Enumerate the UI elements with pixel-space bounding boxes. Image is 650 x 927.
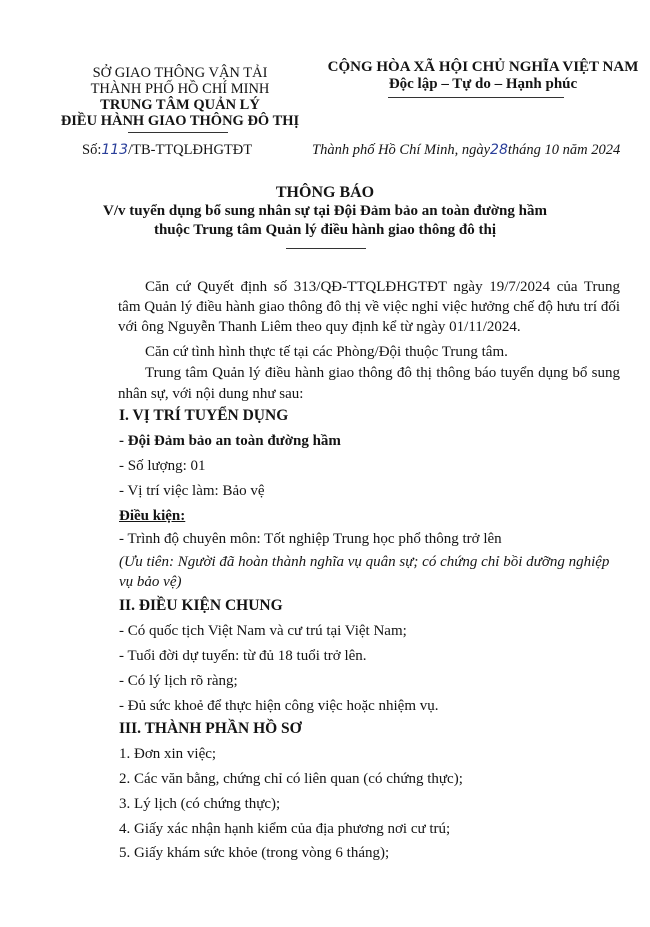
section2-item: - Đủ sức khoẻ để thực hiện công việc hoặc nhiệm vụ. <box>119 698 439 714</box>
org-parent-line2: THÀNH PHỐ HỒ CHÍ MINH <box>90 81 270 97</box>
document-number-suffix: /TB-TTQLĐHGTĐT <box>128 142 253 158</box>
title-underline <box>286 248 366 249</box>
org-underline <box>128 132 228 133</box>
section3-item: 1. Đơn xin việc; <box>119 746 217 762</box>
document-date-prefix: Thành phố Hồ Chí Minh, ngày <box>312 142 491 158</box>
section2-item: - Tuổi đời dự tuyển: từ đủ 18 tuổi trở lên. <box>119 648 367 664</box>
org-parent-line1: SỞ GIAO THÔNG VẬN TẢI <box>92 65 268 81</box>
section3-heading: III. THÀNH PHẦN HỒ SƠ <box>119 720 302 737</box>
nation-title: CỘNG HÒA XÃ HỘI CHỦ NGHĨA VIỆT NAM <box>327 59 639 75</box>
document-date-handwritten: 28 <box>490 142 508 158</box>
section1-position: - Vị trí việc làm: Bảo vệ <box>119 483 265 499</box>
document-date <box>312 142 620 159</box>
section1-education: - Trình độ chuyên môn: Tốt nghiệp Trung học phổ thông trở lên <box>119 531 502 547</box>
section3-item: 4. Giấy xác nhận hạnh kiểm của địa phương nơi cư trú; <box>119 821 451 837</box>
paragraph-legal-basis: Căn cứ Quyết định số 313/QĐ-TTQLĐHGTĐT ngày 19/7/2024 của Trung tâm Quản lý điều hành giao thông đô thị về việc nghỉ việc hưởng chế độ hưu trí đối với ông Nguyễn Thanh Liêm theo quy định kể từ ngày 01/11/2024. <box>118 279 620 335</box>
document-number-prefix: Số: <box>82 142 102 158</box>
section2-heading: II. ĐIỀU KIỆN CHUNG <box>119 597 283 614</box>
document-subject-line2: thuộc Trung tâm Quản lý điều hành giao thông đô thị <box>153 222 497 238</box>
paragraph-situation-basis: Căn cứ tình hình thực tế tại các Phòng/Đội thuộc Trung tâm. <box>145 344 508 360</box>
section2-item: - Có quốc tịch Việt Nam và cư trú tại Việt Nam; <box>119 623 407 639</box>
document-subject-line1: V/v tuyển dụng bổ sung nhân sự tại Đội Đảm bảo an toàn đường hầm <box>103 203 547 219</box>
document-title: THÔNG BÁO <box>275 184 375 201</box>
section1-unit: - Đội Đảm bảo an toàn đường hầm <box>119 433 341 449</box>
paragraph-announcement: Trung tâm Quản lý điều hành giao thông đô thị thông báo tuyển dụng bổ sung nhân sự, với nội dung như sau: <box>118 365 620 402</box>
section1-quantity: - Số lượng: 01 <box>119 458 206 474</box>
nation-motto: Độc lập – Tự do – Hạnh phúc <box>388 76 578 92</box>
document-number-handwritten: 113 <box>101 142 129 158</box>
section1-priority-note: (Ưu tiên: Người đã hoàn thành nghĩa vụ quân sự; có chứng chỉ bồi dưỡng nghiệp vụ bảo vệ) <box>119 554 610 590</box>
section1-conditions-label: Điều kiện: <box>119 508 186 524</box>
section1-heading: I. VỊ TRÍ TUYỂN DỤNG <box>119 407 289 424</box>
org-name-line1: TRUNG TÂM QUẢN LÝ <box>100 97 260 113</box>
motto-underline <box>388 97 564 98</box>
document-number <box>82 142 252 159</box>
section3-item: 5. Giấy khám sức khỏe (trong vòng 6 tháng); <box>119 845 390 861</box>
section3-item: 3. Lý lịch (có chứng thực); <box>119 796 281 812</box>
document-date-suffix: tháng 10 năm 2024 <box>507 142 621 158</box>
section3-item: 2. Các văn bằng, chứng chỉ có liên quan (có chứng thực); <box>119 771 463 787</box>
org-name-line2: ĐIỀU HÀNH GIAO THÔNG ĐÔ THỊ <box>60 113 300 129</box>
section2-item: - Có lý lịch rõ ràng; <box>119 673 238 689</box>
